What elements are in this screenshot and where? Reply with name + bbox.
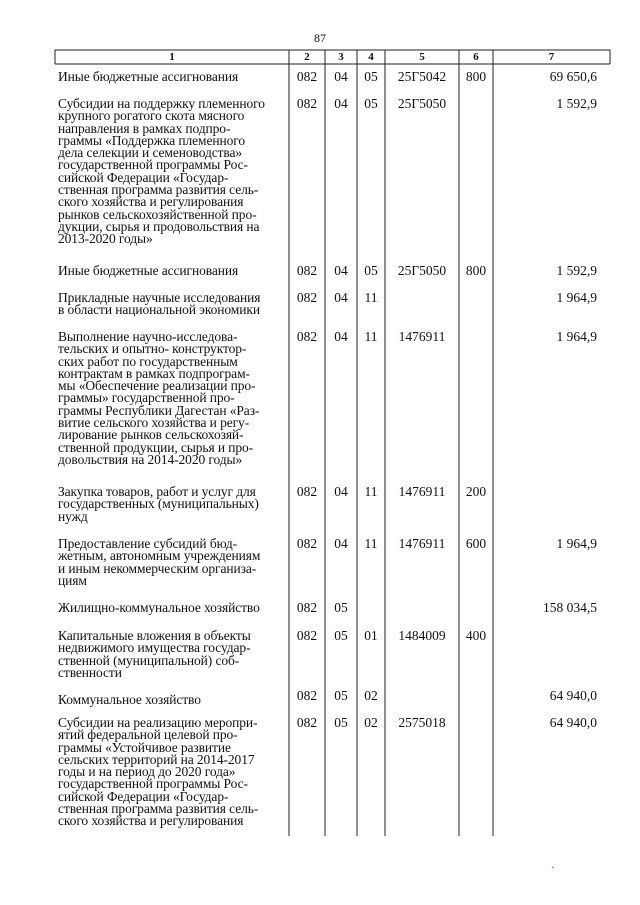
row-name: Выполнение научно-исследова- тельских и опытно- конструктор- ских работ по государственным контрактам в рамках подпрограм- мы «Обеспечение реализации про- граммы» государственной про- граммы Республики Дагестан «Раз- витие сельского хозяйства и регу- лирование рынков сельскохозяй- ственной продукции, сырья и про- довольствия на 2014-2020 годы» xyxy=(58,329,260,467)
row-name: Субсидии на поддержку племенного крупного рогатого скота мясного направления в рамках подпро- граммы «Поддержка племенного дела селекции и семеноводства» государственной программы Рос- сийской Федерации «Государ- ственная программа развития сель- ского хозяйства и регулирования рынков сельскохозяйственной про- дукции, сырья и продовольствия на 2013-2020 годы» xyxy=(58,96,265,247)
row-code-subsection: 02 xyxy=(364,715,378,730)
header-col-5: 5 xyxy=(419,51,425,63)
row-code-ministry: 082 xyxy=(296,536,318,551)
row-target-article: 1476911 xyxy=(398,484,446,499)
scan-speck: ˏ xyxy=(551,855,555,869)
row-amount: 64 940,0 xyxy=(549,715,597,730)
row-name: Жилищно-коммунальное хозяйство xyxy=(58,600,260,615)
row-code-section: 04 xyxy=(334,484,348,499)
header-col-1: 1 xyxy=(169,51,175,63)
row-code-section: 04 xyxy=(334,329,348,344)
row-expense-type: 600 xyxy=(465,536,487,551)
row-code-subsection: 05 xyxy=(364,263,378,278)
row-expense-type: 400 xyxy=(465,628,487,643)
row-code-subsection: 01 xyxy=(364,628,378,643)
row-code-ministry: 082 xyxy=(296,688,318,703)
row-amount: 1 592,9 xyxy=(556,263,597,278)
row-code-subsection: 11 xyxy=(364,290,378,305)
row-amount: 158 034,5 xyxy=(543,600,597,615)
row-code-ministry: 082 xyxy=(296,263,318,278)
page-number: 87 xyxy=(314,31,326,45)
row-target-article: 25Г5050 xyxy=(397,263,447,278)
header-col-3: 3 xyxy=(338,51,344,63)
row-code-section: 05 xyxy=(334,628,348,643)
row-target-article: 1476911 xyxy=(398,536,446,551)
row-name: Субсидии на реализацию меропри- ятий федеральной целевой про- граммы «Устойчивое развитие сельских территорий на 2014-2017 годы и на период до 2020 года» государственной программы Рос- сийской Федерации «Государ- ственная программа развития сель- ского хозяйства и регулирования xyxy=(58,715,259,829)
row-amount: 1 964,9 xyxy=(556,290,597,305)
header-col-6: 6 xyxy=(473,51,479,63)
row-name: Иные бюджетные ассигнования xyxy=(58,263,239,278)
row-code-ministry: 082 xyxy=(296,329,318,344)
row-code-ministry: 082 xyxy=(296,628,318,643)
row-code-section: 05 xyxy=(334,688,348,703)
header-col-7: 7 xyxy=(548,51,555,63)
row-code-section: 04 xyxy=(334,69,348,84)
row-amount: 64 940,0 xyxy=(549,688,597,703)
row-expense-type: 800 xyxy=(465,69,487,84)
header-col-4: 4 xyxy=(368,51,374,63)
row-name: Коммунальное хозяйство xyxy=(58,692,201,707)
row-code-subsection: 11 xyxy=(364,536,378,551)
row-target-article: 2575018 xyxy=(398,715,446,730)
row-target-article: 25Г5042 xyxy=(397,69,447,84)
row-code-section: 04 xyxy=(334,536,348,551)
row-code-subsection: 11 xyxy=(364,329,378,344)
row-code-section: 05 xyxy=(334,600,348,615)
row-code-ministry: 082 xyxy=(296,715,318,730)
row-name: Капитальные вложения в объекты недвижимого имущества государ- ственной (муниципальной) соб- ственности xyxy=(58,628,251,680)
row-code-section: 04 xyxy=(334,290,348,305)
row-code-ministry: 082 xyxy=(296,484,318,499)
row-name: Предоставление субсидий бюд- жетным, автономным учреждениям и иным некоммерческим организа- циям xyxy=(58,536,261,588)
row-amount: 1 592,9 xyxy=(556,96,597,111)
row-name: Иные бюджетные ассигнования xyxy=(58,69,239,84)
row-amount: 69 650,6 xyxy=(549,69,597,84)
row-code-section: 04 xyxy=(334,96,348,111)
header-col-2: 2 xyxy=(304,51,310,63)
row-name: Прикладные научные исследования в области национальной экономики xyxy=(58,290,261,318)
row-code-section: 04 xyxy=(334,263,348,278)
row-code-subsection: 05 xyxy=(364,69,378,84)
row-code-ministry: 082 xyxy=(296,69,318,84)
row-code-ministry: 082 xyxy=(296,600,318,615)
row-code-subsection: 05 xyxy=(364,96,378,111)
row-amount: 1 964,9 xyxy=(556,329,597,344)
row-amount: 1 964,9 xyxy=(556,536,597,551)
row-name: Закупка товаров, работ и услуг для государственных (муниципальных) нужд xyxy=(58,484,259,524)
row-code-subsection: 11 xyxy=(364,484,378,499)
row-code-ministry: 082 xyxy=(296,96,318,111)
row-target-article: 1484009 xyxy=(398,628,446,643)
row-code-subsection: 02 xyxy=(364,688,378,703)
row-expense-type: 200 xyxy=(465,484,487,499)
row-expense-type: 800 xyxy=(465,263,487,278)
row-code-section: 05 xyxy=(334,715,348,730)
row-target-article: 25Г5050 xyxy=(397,96,447,111)
row-target-article: 1476911 xyxy=(398,329,446,344)
row-code-ministry: 082 xyxy=(296,290,318,305)
